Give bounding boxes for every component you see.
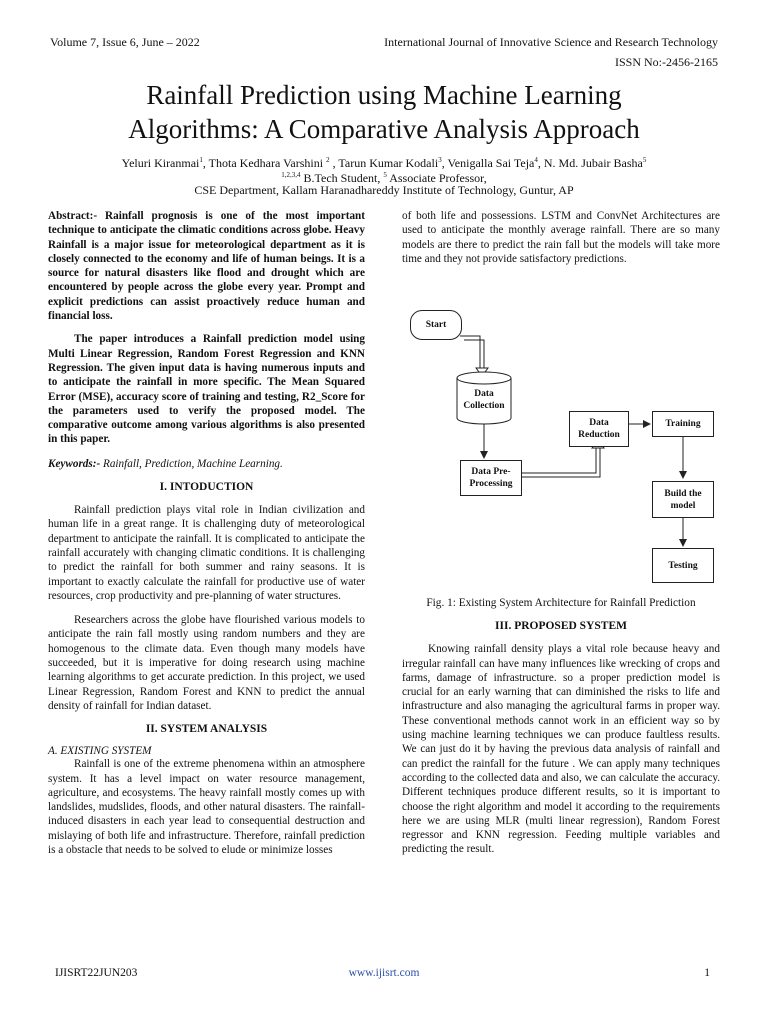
author-1-sup: 1 [199,156,203,164]
volume-info: Volume 7, Issue 6, June – 2022 [50,35,200,49]
proposed-heading: III. PROPOSED SYSTEM [495,620,627,633]
preprocessing-line-2: Processing [469,479,513,489]
author-5-sup: 5 [642,156,647,164]
analysis-heading: II. SYSTEM ANALYSIS [145,723,268,736]
keywords-label: Keywords:- [48,457,101,470]
start-node: Start [410,310,462,340]
title-line-1: Rainfall Prediction using Machine Learning [146,80,622,110]
figure-caption: Fig. 1: Existing System Architecture for Rainfall Prediction [426,597,696,609]
left-column [48,209,365,857]
author-3: , Tarun Kumar Kodali [329,156,439,170]
page-number: 1 [704,967,710,979]
preprocessing-node [460,460,522,496]
author-4: , Venigalla Sai Teja [441,156,535,170]
figure-arrows [402,298,720,590]
preprocessing-line-1: Data Pre- [471,467,511,477]
keywords-text: Rainfall, Prediction, Machine Learning. [100,457,283,470]
title-line-2: Algorithms: A Comparative Analysis Approach [128,114,640,144]
author-2: , Thota Kedhara Varshini [202,156,327,170]
role-sup-2: 5 [383,171,387,179]
training-node: Training [652,411,714,437]
role-2: Associate Professor, [386,171,487,185]
build-model-line-1: Build the [664,488,702,499]
paper-id: IJISRT22JUN203 [55,967,138,979]
data-collection-node [457,388,511,412]
author-2-sup: 2 [326,156,330,164]
arrow-start-collection-b [464,340,484,368]
proposed-paragraph: Knowing rainfall density plays a vital role because heavy and irregular rainfall can have many influences like wrecking of crops and farms, damage of infrastructure. so a proper prediction model is crucial for an early warning that can diminished the risks to life and infrastructure and also managing the agricultural farms in proper way. These conventional methods cannot work in an efficient way so by using machine learning techniques we can produce faultless results. We can just do it by having the previous data analysis of rainfall and can predict the rainfall for the future . We can apply many techniques according to the collected data and also, we can calculate the accuracy. Different techniques produce different results, so it is important to choose the right algorithm and model it according to the requirements here we are using MLR (multi linear regression), Random Forest regressor and KNN regression. Feeding multiple variables and predicting the result. [402,643,720,856]
arrow-preprocessing-reduction-a [522,448,596,473]
data-reduction-node [569,411,629,447]
data-reduction-line-2: Reduction [578,430,620,440]
intro-paragraph-2: Researchers across the globe have flourished various models to anticipate the rain fall mostly using random numbers and they are homogenous to the climate data. Even though many models have succeeded, but it is imperative for doing research using machine learning algorithms to get accurate prediction. In this project, we used Linear Regression, Random Forest and KNN to predict the annual density of rainfall for Indian dataset. [48,614,365,712]
intro-paragraph-1: Rainfall prediction plays vital role in Indian civilization and human life in a great range. It is challenging duty of meteorological department to anticipate the rainfall. It is complicated to anticipate the rainfall accurately with changing climatic conditions. It is challenging to predict the rainfall for both summer and rainy seasons. It is important to exactly calculate the rainfall for productive use of water resources, crop productivity and pre-planning of water structures. [48,504,365,602]
journal-name: International Journal of Innovative Science and Research Technology [384,35,718,49]
author-4-sup: 4 [534,156,538,164]
build-model-node [652,481,714,518]
existing-heading: A. EXISTING SYSTEM [48,745,152,758]
data-collection-line-1: Data [474,389,494,399]
paper-title [0,78,768,146]
role-sup-1: 1,2,3,4 [281,171,301,179]
existing-paragraph: Rainfall is one of the extreme phenomena within an atmosphere system. It has a level impact on water resource management, agriculture, and ecosystems. The heavy rainfall mostly comes up with landslides, mudslides, floods, and other natural disasters. The rainfall-induced disasters in each year lead to consequential destruction and mislaying of both life and infrastructure. Therefore, rainfall prediction is a obstacle that needs to be solved to elude or minimize losses [48,758,365,856]
author-5: , N. Md. Jubair Basha [537,156,643,170]
author-1: Yeluri Kiranmai [121,156,200,170]
right-paragraph-1: of both life and possessions. LSTM and ConvNet Architectures are used to anticipate the monthly average rainfall. There are so many models are there to predict the rain fall but the models will take more time and they not provide satisfactory predictions. [402,210,720,265]
data-reduction-line-1: Data [589,418,609,428]
abstract-paragraph-1: Abstract:- Rainfall prognosis is one of the most important technique to anticipate the climatic conditions across globe. Heavy Rainfall is a major issue for meteorological department as it is closely connected to the economy and life of human beings. It is a source for natural disasters like flood and drought which are encountered by people across the globe every year. Prompt and explicit predictions can assist proactively reduce human and financial loss. [48,210,365,323]
role-1: B.Tech Student, [300,171,384,185]
intro-heading: I. INTODUCTION [159,481,254,494]
affiliation: CSE Department, Kallam Haranadhareddy Institute of Technology, Guntur, AP [194,183,574,197]
arrow-start-collection-a [460,336,480,368]
right-column-bottom [402,596,720,857]
keywords [48,457,365,471]
right-column-top [402,209,720,266]
data-collection-line-2: Collection [463,401,505,411]
issn: ISSN No:-2456-2165 [614,55,718,69]
build-model-line-2: model [670,500,696,511]
journal-url[interactable]: www.ijisrt.com [348,967,420,979]
author-3-sup: 3 [438,156,442,164]
architecture-figure [402,298,720,590]
testing-node: Testing [652,548,714,583]
abstract-paragraph-2: The paper introduces a Rainfall prediction model using Multi Linear Regression, Random Forest Regression and KNN Regression. The given input data is having numerous inputs and to anticipate the rainfall in more specific. The Mean Squared Error (MSE), accuracy score of training and testing, R2_Score for the parameters used to verify the proposed model. The comparative outcome among various algorithms is also presented in this paper. [48,333,365,446]
